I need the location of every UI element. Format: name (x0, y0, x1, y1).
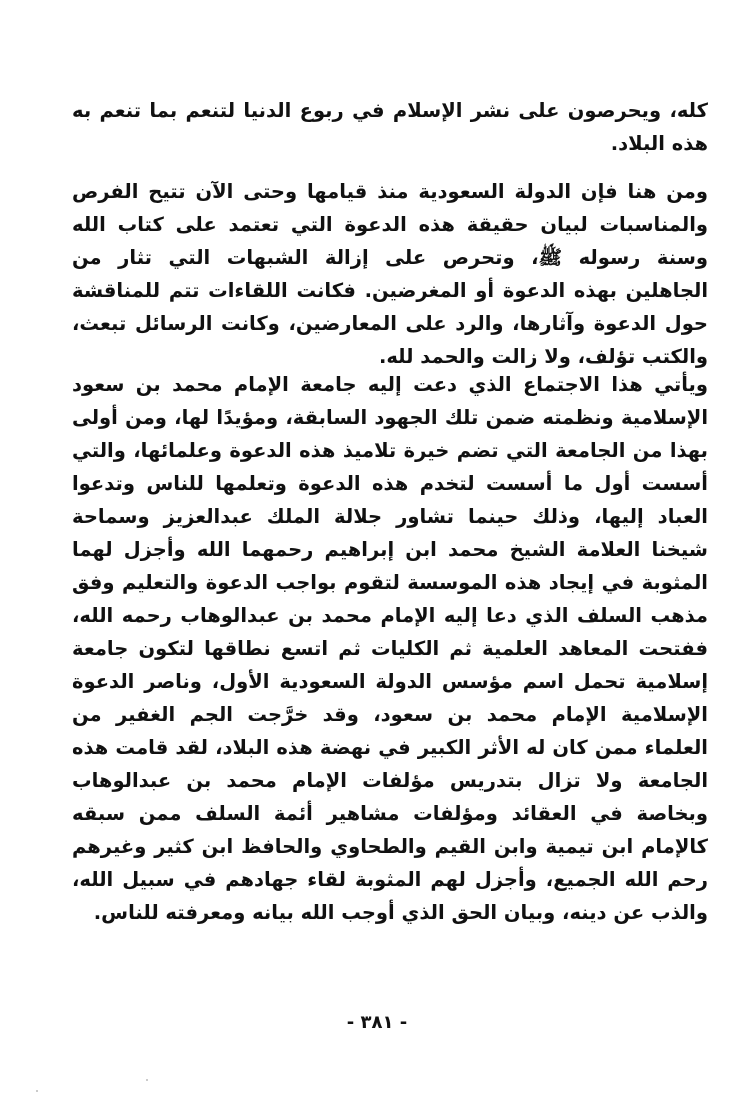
paragraph-3-text: ويأتي هذا الاجتماع الذي دعت إليه جامعة الإمام محمد بن سعود الإسلامية ونظمته ضمن تلك الجهود السابقة، ومؤيدًا لها، ومن أولى بهذا من الجامعة التي تضم خيرة تلاميذ هذه الدعوة وعلمائها، والتي أسست أول ما أسست لتخدم هذه الدعوة وتعلمها للناس وتدعوا العباد إليها، وذلك حينما تشاور جلالة الملك عبدالعزيز وسماحة شيخنا العلامة الشيخ محمد ابن إبراهيم رحمهما الله وأجزل لهما المثوبة في إيجاد هذه الموسسة لتقوم بواجب الدعوة والتعليم وفق مذهب السلف الذي دعا إليه الإمام محمد بن عبدالوهاب رحمه الله، ففتحت المعاهد العلمية ثم الكليات ثم اتسع نطاقها لتكون جامعة إسلامية تحمل اسم مؤسس الدولة السعودية الأول، وناصر الدعوة الإسلامية الإمام محمد بن سعود، وقد خرَّجت الجم الغفير من العلماء ممن كان له الأثر الكبير في نهضة هذه البلاد، لقد قامت هذه الجامعة ولا تزال بتدريس مؤلفات الإمام محمد بن عبدالوهاب وبخاصة في العقائد ومؤلفات مشاهير أئمة السلف ممن سبقه كالإمام ابن تيمية وابن القيم والطحاوي والحافظ ابن كثير وغيرهم رحم الله الجميع، وأجزل لهم المثوبة لقاء جهادهم في سبيل الله، والذب عن دينه، وبيان الحق الذي أوجب الله بيانه ومعرفته للناس. (72, 373, 708, 924)
paragraph-3 (72, 368, 708, 929)
paragraph-1 (72, 94, 708, 160)
scan-speck (146, 1079, 148, 1081)
paragraph-2-text: ومن هنا فإن الدولة السعودية منذ قيامها وحتى الآن تتيح الفرص والمناسبات لبيان حقيقة هذه الدعوة التي تعتمد على كتاب الله وسنة رسوله ﷺ، وتحرص على إزالة الشبهات التي تثار من الجاهلين بهذه الدعوة أو المغرضين. فكانت اللقاءات تتم للمناقشة حول الدعوة وآثارها، والرد على المعارضين، وكانت الرسائل تبعث، والكتب تؤلف، ولا زالت والحمد لله. (72, 180, 708, 368)
paragraph-1-text: كله، ويحرصون على نشر الإسلام في ربوع الدنيا لتنعم بما تنعم به هذه البلاد. (72, 99, 708, 155)
paragraph-2 (72, 175, 708, 373)
scan-speck (36, 1090, 38, 1092)
page-number: - ٣٨١ - (346, 1012, 408, 1033)
